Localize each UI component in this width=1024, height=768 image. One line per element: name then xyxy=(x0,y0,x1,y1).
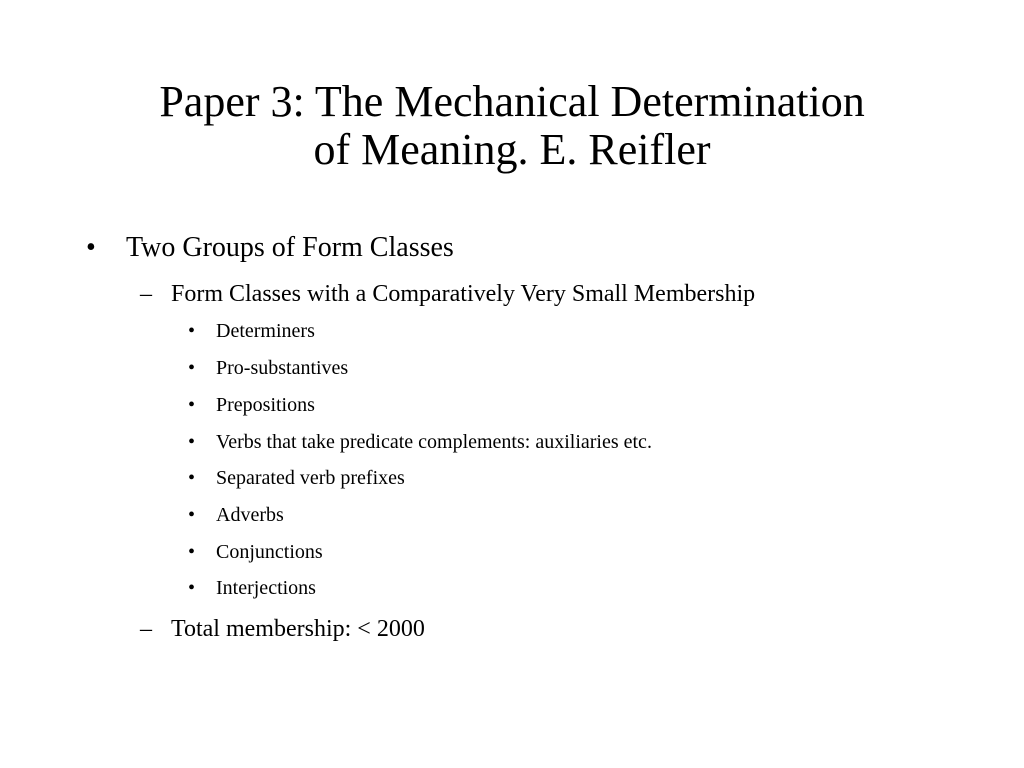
slide-title-line-2: of Meaning. E. Reifler xyxy=(313,125,711,175)
bullet-text: Two Groups of Form Classes xyxy=(126,232,454,263)
bullet-text: Form Classes with a Comparatively Very Small Membership xyxy=(171,281,756,307)
bullet-text: Verbs that take predicate complements: auxiliaries etc. xyxy=(216,431,652,453)
bullet-text: Pro-substantives xyxy=(216,357,349,379)
bullet-marker: • xyxy=(188,541,196,563)
slide-title-line-1: Paper 3: The Mechanical Determination xyxy=(159,77,865,126)
bullet-text: Conjunctions xyxy=(216,541,323,563)
bullet-marker: • xyxy=(188,504,196,526)
bullet-text: Prepositions xyxy=(216,394,315,416)
bullet-marker: • xyxy=(188,577,196,599)
bullet-marker: • xyxy=(86,232,96,263)
bullet-text: Interjections xyxy=(216,577,316,599)
bullet-marker: • xyxy=(188,320,196,342)
bullet-marker: • xyxy=(188,467,196,489)
bullet-text: Determiners xyxy=(216,320,315,342)
bullet-marker: • xyxy=(188,357,196,379)
bullet-text: Adverbs xyxy=(216,504,284,526)
bullet-text: Total membership: < 2000 xyxy=(171,616,425,642)
bullet-marker: • xyxy=(188,394,196,416)
dash-marker: – xyxy=(140,281,152,307)
bullet-marker: • xyxy=(188,431,196,453)
dash-marker: – xyxy=(140,616,152,642)
bullet-text: Separated verb prefixes xyxy=(216,467,405,489)
